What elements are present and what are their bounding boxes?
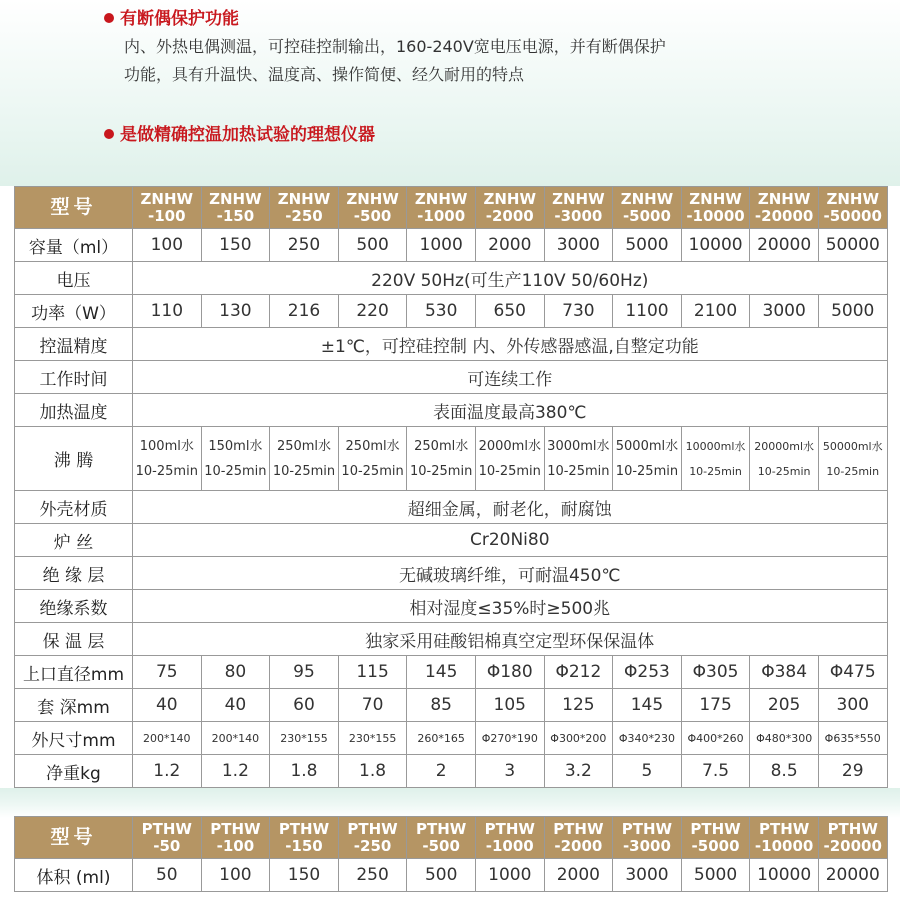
boil-cell (681, 427, 750, 491)
row-value-span: 可连续工作 (133, 361, 888, 394)
table-row (15, 557, 888, 590)
row-value: 530 (407, 295, 476, 328)
row-value: 110 (133, 295, 202, 328)
row-value: 20000 (818, 859, 887, 892)
model-header (407, 187, 476, 229)
row-value: 40 (133, 689, 202, 722)
row-value: 100 (133, 229, 202, 262)
model-header-line: -50 (153, 836, 181, 855)
table-row (15, 755, 888, 788)
boil-cell-line: 10000ml水 (685, 439, 746, 453)
feature-title-1: 有断偶保护功能 (104, 4, 239, 29)
row-value: 1.2 (201, 755, 270, 788)
boil-cell-line: 10-25min (478, 463, 541, 479)
feature-desc (124, 33, 824, 89)
section-separator (0, 788, 900, 818)
boil-cell-line: 10-25min (204, 463, 267, 479)
header-row (15, 817, 888, 859)
model-header-line: -10000 (686, 206, 745, 225)
boil-cell-line: 150ml水 (208, 438, 263, 454)
row-value-span: ±1℃，可控硅控制 内、外传感器感温,自整定功能 (133, 328, 888, 361)
spec-table-pthw (14, 816, 888, 892)
row-value: 40 (201, 689, 270, 722)
model-label: 型号 (15, 187, 133, 229)
row-value: 10000 (750, 859, 819, 892)
row-value: 5 (613, 755, 682, 788)
row-value: 125 (544, 689, 613, 722)
boil-cell (818, 427, 887, 491)
row-value: 230*155 (338, 722, 407, 755)
model-header-line: PTHW (827, 819, 878, 838)
boil-cell (544, 427, 613, 491)
model-header-line: -2000 (554, 836, 603, 855)
model-header-line: ZNHW (209, 189, 262, 208)
row-value: Φ475 (818, 656, 887, 689)
model-header-line: -100 (216, 836, 255, 855)
boil-cell (201, 427, 270, 491)
row-value: 150 (270, 859, 339, 892)
row-value: Φ270*190 (475, 722, 544, 755)
row-value-span: Cr20Ni80 (133, 524, 888, 557)
row-value: 8.5 (750, 755, 819, 788)
model-header-line: -2000 (485, 206, 534, 225)
row-label: 套 深mm (15, 689, 133, 722)
row-value: 50 (133, 859, 202, 892)
table-row (15, 394, 888, 427)
model-header-line: PTHW (347, 819, 398, 838)
row-value: 500 (338, 229, 407, 262)
row-value: 145 (407, 656, 476, 689)
model-header-line: -5000 (691, 836, 740, 855)
model-header (613, 817, 682, 859)
row-value: 5000 (681, 859, 750, 892)
boil-cell-line: 10-25min (826, 464, 880, 478)
boil-cell-line: 50000ml水 (822, 439, 883, 453)
boil-cell (407, 427, 476, 491)
model-header-line: -5000 (622, 206, 671, 225)
row-label: 炉 丝 (15, 524, 133, 557)
row-value: Φ253 (613, 656, 682, 689)
model-header (613, 187, 682, 229)
row-value: 220 (338, 295, 407, 328)
header-row (15, 187, 888, 229)
model-header (133, 187, 202, 229)
model-header-line: -20000 (823, 836, 882, 855)
boil-cell-line: 10-25min (689, 464, 742, 478)
row-value: 105 (475, 689, 544, 722)
model-header-line: ZNHW (346, 189, 399, 208)
row-label: 功率（W） (15, 295, 133, 328)
row-value: 95 (270, 656, 339, 689)
boil-cell-line: 10-25min (135, 463, 198, 479)
model-header-line: -250 (285, 206, 323, 225)
row-value: 115 (338, 656, 407, 689)
boil-cell-line: 10-25min (410, 463, 473, 479)
model-header-line: -100 (148, 206, 186, 225)
row-value: Φ212 (544, 656, 613, 689)
table-row (15, 328, 888, 361)
row-value: 200*140 (133, 722, 202, 755)
row-value: 2100 (681, 295, 750, 328)
row-value-span: 相对湿度≤35%时≥500兆 (133, 590, 888, 623)
model-header (750, 817, 819, 859)
row-value: 730 (544, 295, 613, 328)
boil-cell (475, 427, 544, 491)
model-header-line: -500 (422, 836, 460, 855)
row-label: 外壳材质 (15, 491, 133, 524)
row-label: 保 温 层 (15, 623, 133, 656)
boil-cell-line: 2000ml水 (478, 438, 541, 454)
feature-title-2: 是做精确控温加热试验的理想仪器 (104, 120, 375, 145)
row-value: 260*165 (407, 722, 476, 755)
model-header-line: -10000 (754, 836, 814, 855)
row-value: 20000 (750, 229, 819, 262)
row-label: 绝 缘 层 (15, 557, 133, 590)
table-row (15, 262, 888, 295)
row-value: 200*140 (201, 722, 270, 755)
model-header-line: ZNHW (140, 189, 194, 208)
row-value: 1.8 (270, 755, 339, 788)
model-header (750, 187, 819, 229)
model-header (407, 817, 476, 859)
model-label: 型号 (15, 817, 133, 859)
boil-cell-line: 3000ml水 (547, 438, 610, 454)
row-value: 500 (407, 859, 476, 892)
row-value: 2000 (475, 229, 544, 262)
model-header-line: -1000 (417, 206, 466, 225)
boil-cell-line: 10-25min (547, 463, 610, 479)
row-value: 75 (133, 656, 202, 689)
model-header-line: PTHW (484, 819, 535, 838)
boil-cell-line: 20000ml水 (754, 439, 815, 453)
model-header (270, 817, 339, 859)
row-value: Φ305 (681, 656, 750, 689)
row-label: 加热温度 (15, 394, 133, 427)
model-header-line: PTHW (210, 819, 261, 838)
table-row (15, 361, 888, 394)
model-header (338, 817, 407, 859)
model-header (818, 187, 887, 229)
row-value: 175 (681, 689, 750, 722)
row-value: 100 (201, 859, 270, 892)
row-value: 150 (201, 229, 270, 262)
model-header-line: ZNHW (620, 189, 674, 208)
model-header-line: PTHW (621, 819, 673, 838)
model-header-line: -3000 (622, 836, 671, 855)
row-value: 2000 (544, 859, 613, 892)
row-label: 体积 (ml) (15, 859, 133, 892)
row-label: 沸 腾 (15, 427, 133, 491)
boil-cell (338, 427, 407, 491)
model-header-line: ZNHW (552, 189, 605, 208)
table-row (15, 524, 888, 557)
row-value: 50000 (818, 229, 887, 262)
table-row (15, 427, 888, 491)
feature-desc-line: 内、外热电偶测温，可控硅控制输出，160-240V宽电压电源，并有断偶保护 (124, 37, 666, 56)
model-header-line: ZNHW (826, 189, 879, 208)
model-header (338, 187, 407, 229)
table-row (15, 590, 888, 623)
row-value: 85 (407, 689, 476, 722)
row-value: Φ635*550 (818, 722, 887, 755)
row-value: Φ340*230 (613, 722, 682, 755)
model-header-line: ZNHW (689, 189, 742, 208)
model-header-line: -1000 (485, 836, 534, 855)
model-header (270, 187, 339, 229)
boil-cell (750, 427, 819, 491)
model-header-line: PTHW (278, 819, 330, 838)
table-row (15, 656, 888, 689)
row-value: 250 (270, 229, 339, 262)
row-value: 10000 (681, 229, 750, 262)
boil-cell-line: 10-25min (615, 463, 679, 479)
boil-cell (270, 427, 339, 491)
row-value: 3.2 (544, 755, 613, 788)
model-header-line: -3000 (554, 206, 603, 225)
row-value: 216 (270, 295, 339, 328)
row-label: 绝缘系数 (15, 590, 133, 623)
row-label: 容量（ml） (15, 229, 133, 262)
boil-cell-line: 10-25min (757, 464, 811, 478)
table-row (15, 623, 888, 656)
row-value: 1000 (475, 859, 544, 892)
model-header-line: ZNHW (277, 189, 331, 208)
row-value: 29 (818, 755, 887, 788)
row-value: Φ180 (475, 656, 544, 689)
row-value-span: 独家采用硅酸铝棉真空定型环保保温体 (133, 623, 888, 656)
model-header (201, 817, 270, 859)
spec-table-znhw (14, 186, 888, 788)
model-header-line: ZNHW (414, 189, 468, 208)
row-value: 1.2 (133, 755, 202, 788)
boil-cell-line: 250ml水 (276, 438, 332, 454)
row-value: 205 (750, 689, 819, 722)
model-header-line: -150 (216, 206, 255, 225)
row-value: 3000 (750, 295, 819, 328)
model-header (475, 817, 544, 859)
model-header-line: -500 (353, 206, 392, 225)
boil-cell-line: 10-25min (272, 463, 336, 479)
model-header (201, 187, 270, 229)
model-header (544, 187, 613, 229)
model-header-line: PTHW (690, 819, 741, 838)
model-header-line: -20000 (754, 206, 814, 225)
table-row (15, 689, 888, 722)
boil-cell-line: 10-25min (341, 463, 404, 479)
bullet-dot-icon (104, 129, 114, 139)
row-value: 5000 (818, 295, 887, 328)
model-header (544, 817, 613, 859)
table-row (15, 722, 888, 755)
row-value: Φ384 (750, 656, 819, 689)
boil-cell-line: 250ml水 (345, 438, 400, 454)
row-value-span: 220V 50Hz(可生产110V 50/60Hz) (133, 262, 888, 295)
row-value: Φ300*200 (544, 722, 613, 755)
feature-desc-line: 功能，具有升温快、温度高、操作简便、经久耐用的特点 (124, 65, 525, 84)
row-value: 300 (818, 689, 887, 722)
row-value: 230*155 (270, 722, 339, 755)
row-value: 5000 (613, 229, 682, 262)
model-header-line: ZNHW (757, 189, 811, 208)
row-value: 2 (407, 755, 476, 788)
boil-cell (613, 427, 682, 491)
model-header-line: PTHW (553, 819, 604, 838)
table-row (15, 295, 888, 328)
boil-cell-line: 5000ml水 (615, 438, 679, 454)
row-label: 控温精度 (15, 328, 133, 361)
model-header (818, 817, 887, 859)
row-value: 1100 (613, 295, 682, 328)
model-header-line: -250 (353, 836, 392, 855)
row-label: 外尺寸mm (15, 722, 133, 755)
row-value: 70 (338, 689, 407, 722)
row-value: 3000 (613, 859, 682, 892)
model-header-line: -150 (285, 836, 323, 855)
model-header (681, 187, 750, 229)
row-value: 3000 (544, 229, 613, 262)
table-row (15, 229, 888, 262)
model-header (681, 817, 750, 859)
bullet-dot-icon (104, 13, 114, 23)
row-value: 3 (475, 755, 544, 788)
boil-cell (133, 427, 202, 491)
model-header-line: PTHW (758, 819, 810, 838)
model-header-line: PTHW (141, 819, 192, 838)
row-value-span: 表面温度最高380℃ (133, 394, 888, 427)
row-value: 1.8 (338, 755, 407, 788)
row-value-span: 超细金属，耐老化，耐腐蚀 (133, 491, 888, 524)
table-row (15, 491, 888, 524)
row-value: 145 (613, 689, 682, 722)
row-value: Φ480*300 (750, 722, 819, 755)
row-value: 60 (270, 689, 339, 722)
boil-cell-line: 250ml水 (414, 438, 469, 454)
boil-cell-line: 100ml水 (139, 438, 194, 454)
model-header (475, 187, 544, 229)
row-value: 1000 (407, 229, 476, 262)
row-value: 130 (201, 295, 270, 328)
row-value-span: 无碱玻璃纤维，可耐温450℃ (133, 557, 888, 590)
row-label: 工作时间 (15, 361, 133, 394)
row-value: 7.5 (681, 755, 750, 788)
model-header (133, 817, 202, 859)
model-header-line: -50000 (823, 206, 882, 225)
row-value: 80 (201, 656, 270, 689)
model-header-line: ZNHW (483, 189, 537, 208)
table-row (15, 859, 888, 892)
row-value: Φ400*260 (681, 722, 750, 755)
row-label: 上口直径mm (15, 656, 133, 689)
row-label: 净重kg (15, 755, 133, 788)
row-label: 电压 (15, 262, 133, 295)
row-value: 650 (475, 295, 544, 328)
model-header-line: PTHW (416, 819, 467, 838)
row-value: 250 (338, 859, 407, 892)
